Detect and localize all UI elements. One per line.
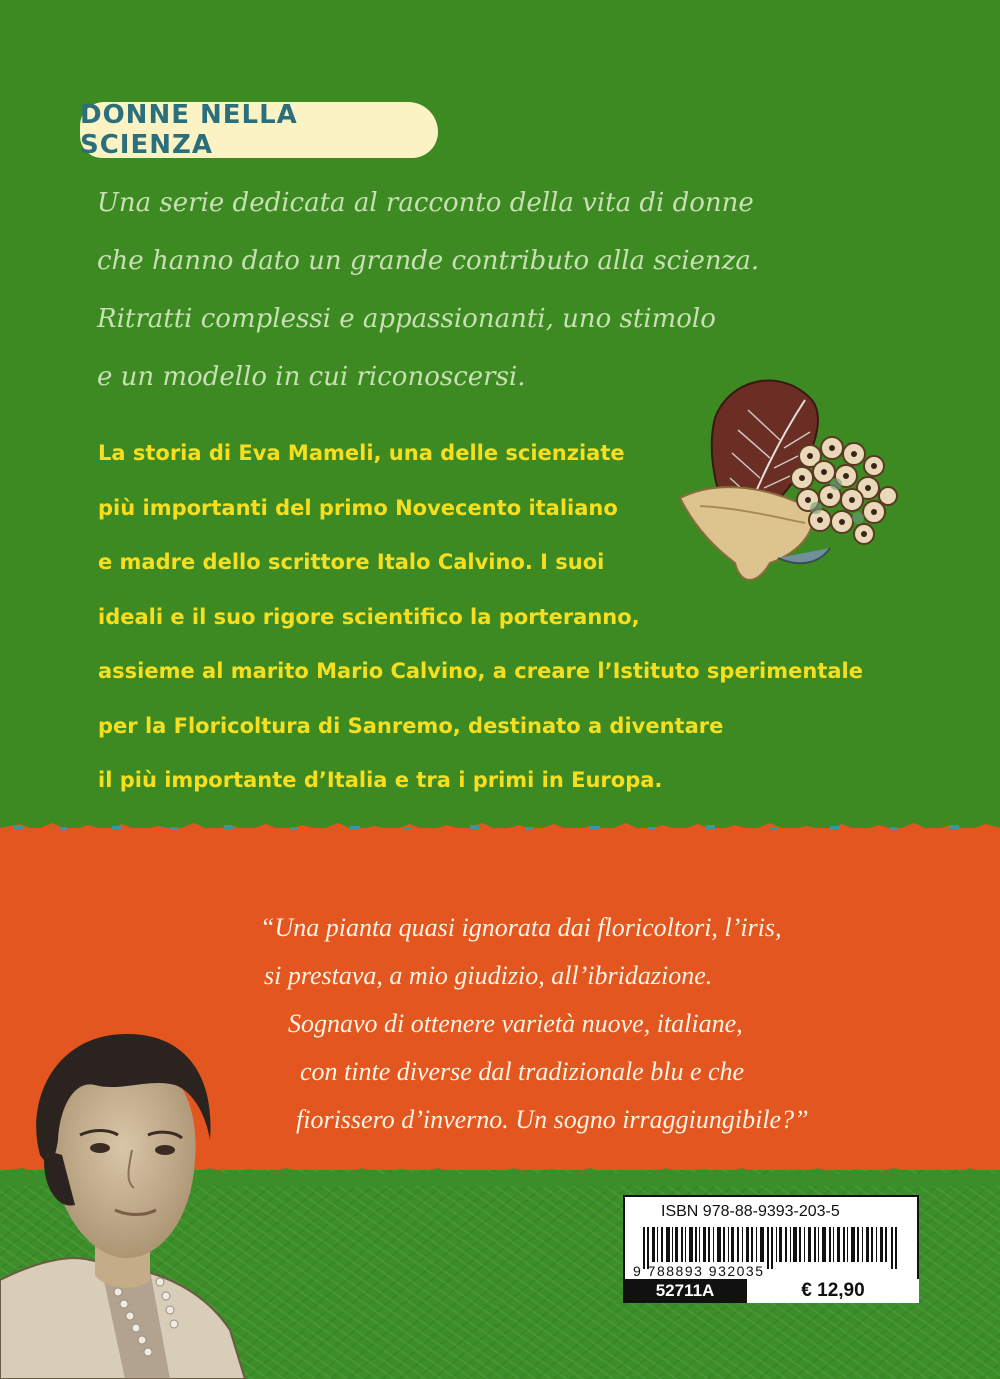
intro-line: Ritratti complessi e appassionanti, uno stimolo	[97, 304, 716, 334]
portrait-photo	[0, 1030, 260, 1379]
summary-line: La storia di Eva Mameli, una delle scienziate	[98, 441, 625, 465]
series-badge	[80, 102, 438, 158]
intro-line: Una serie dedicata al racconto della vita di donne	[97, 188, 754, 218]
quote-line: Sognavo di ottenere varietà nuove, italiane,	[288, 1009, 743, 1038]
intro-line: che hanno dato un grande contributo alla scienza.	[97, 246, 760, 276]
summary-line: assieme al marito Mario Calvino, a creare l’Istituto sperimentale	[98, 659, 863, 683]
product-code: 52711A	[625, 1279, 745, 1303]
quotation	[240, 904, 920, 1144]
barcode-number: 9 788893 932035	[633, 1263, 765, 1279]
isbn-block	[623, 1195, 919, 1303]
summary-line: il più importante d’Italia e tra i primi in Europa.	[98, 768, 663, 792]
quote-line: “Una pianta quasi ignorata dai floricoltori, l’iris,	[260, 913, 782, 942]
summary-line: più importanti del primo Novecento italiano	[98, 495, 618, 520]
torn-edge-top	[0, 818, 1000, 844]
summary-line: per la Floricoltura di Sanremo, destinato a diventare	[98, 713, 724, 738]
series-title: DONNE NELLA SCIENZA	[80, 100, 298, 160]
intro-line: e un modello in cui riconoscersi.	[97, 362, 526, 392]
summary-line: ideali e il suo rigore scientifico la porteranno,	[98, 604, 640, 629]
quote-line: fiorissero d’inverno. Un sogno irraggiungibile?”	[296, 1105, 809, 1134]
summary-line: e madre dello scrittore Italo Calvino. I suoi	[98, 550, 605, 574]
price: € 12,90	[745, 1279, 919, 1303]
quote-line: con tinte diverse dal tradizionale blu e che	[300, 1057, 745, 1086]
quote-line: si prestava, a mio giudizio, all’ibridazione.	[264, 961, 713, 990]
book-summary	[98, 426, 898, 808]
isbn-label: ISBN 978-88-9393-203-5	[661, 1203, 840, 1220]
